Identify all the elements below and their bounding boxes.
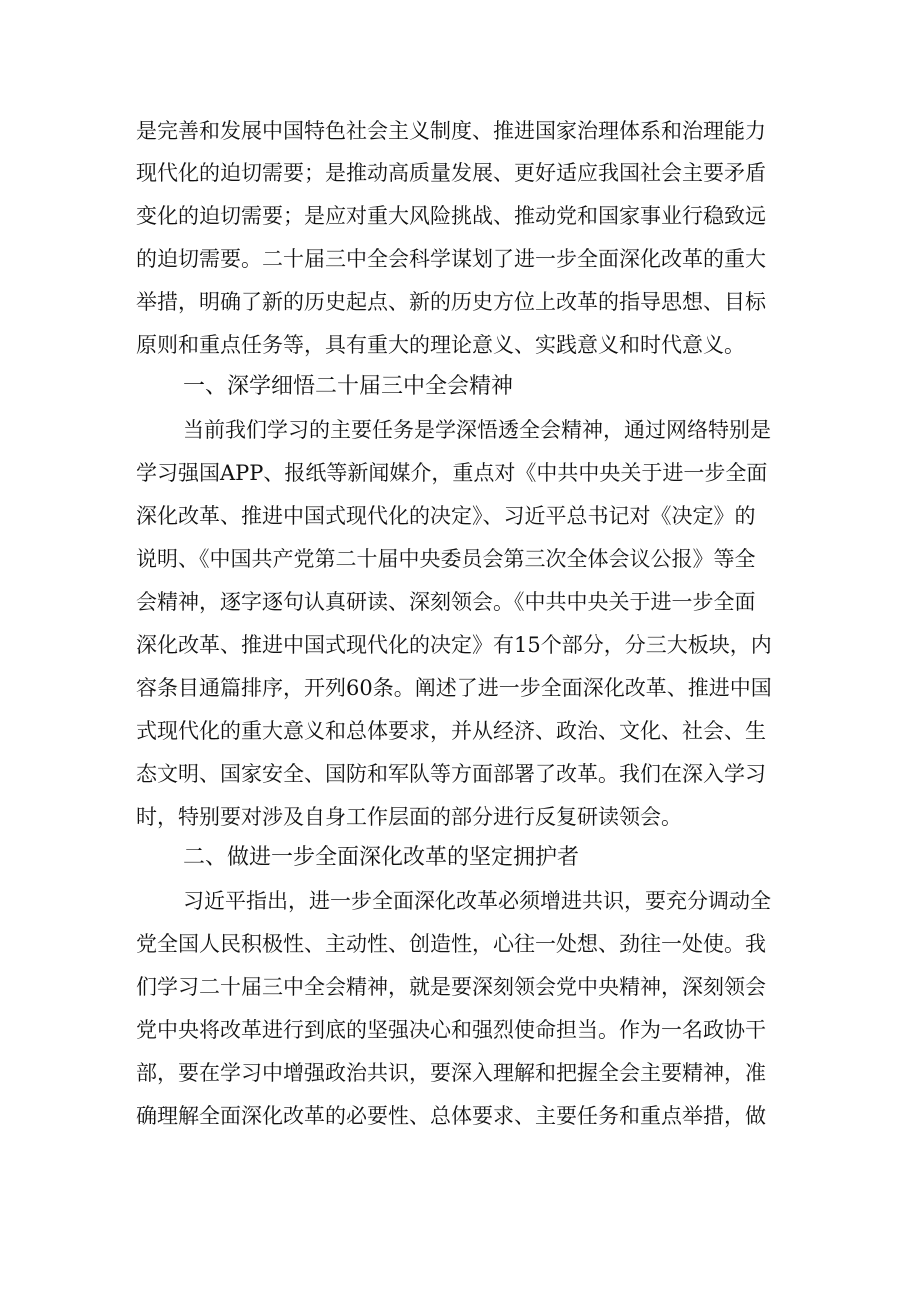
text-line: 会精神，逐字逐句认真研读、深刻领会。《中共中央关于进一步全面 — [136, 590, 756, 614]
text-line: 部，要在学习中增强政治共识，要深入理解和把握全会主要精神，准 — [136, 1061, 766, 1085]
text-line: 态文明、国家安全、国防和军队等方面部署了改革。我们在深入学习 — [136, 762, 766, 786]
text-line: 深化改革、推进中国式现代化的决定》、习近平总书记对《决定》的 — [136, 504, 756, 528]
text-line: 们学习二十届三中全会精神，就是要深刻领会党中央精神，深刻领会 — [136, 975, 766, 999]
text-line: 深化改革、推进中国式现代化的决定》有15个部分，分三大板块，内 — [136, 633, 772, 657]
text-line: 现代化的迫切需要；是推动高质量发展、更好适应我国社会主要矛盾 — [136, 161, 766, 185]
text-line: 当前我们学习的主要任务是学深悟透全会精神，通过网络特别是 — [183, 418, 771, 442]
text-line: 学习强国APP、报纸等新闻媒介，重点对《中共中央关于进一步全面 — [136, 461, 768, 485]
text-line: 党中央将改革进行到底的坚强决心和强烈使命担当。作为一名政协干 — [136, 1018, 766, 1042]
text-line: 变化的迫切需要；是应对重大风险挑战、推动党和国家事业行稳致远 — [136, 204, 766, 228]
text-line: 式现代化的重大意义和总体要求，并从经济、政治、文化、社会、生 — [136, 719, 766, 743]
text-line: 原则和重点任务等，具有重大的理论意义、实践意义和时代意义。 — [136, 333, 745, 357]
text-line: 的迫切需要。二十届三中全会科学谋划了进一步全面深化改革的重大 — [136, 247, 766, 271]
text-line: 说明、《中国共产党第二十届中央委员会第三次全体会议公报》等全 — [136, 547, 756, 571]
text-line: 习近平指出，进一步全面深化改革必须增进共识，要充分调动全 — [183, 889, 771, 913]
text-line: 时，特别要对涉及自身工作层面的部分进行反复研读领会。 — [136, 805, 682, 829]
section-heading-1: 一、深学细悟二十届三中全会精神 — [183, 374, 514, 399]
text-line: 党全国人民积极性、主动性、创造性，心往一处想、劲往一处使。我 — [136, 932, 766, 956]
text-line: 容条目通篇排序，开列60条。阐述了进一步全面深化改革、推进中国 — [136, 676, 772, 700]
text-line: 是完善和发展中国特色社会主义制度、推进国家治理体系和治理能力 — [136, 119, 766, 143]
text-line: 确理解全面深化改革的必要性、总体要求、主要任务和重点举措，做 — [136, 1104, 766, 1128]
text-line: 举措，明确了新的历史起点、新的历史方位上改革的指导思想、目标 — [136, 290, 766, 314]
section-heading-2: 二、做进一步全面深化改革的坚定拥护者 — [183, 845, 580, 870]
